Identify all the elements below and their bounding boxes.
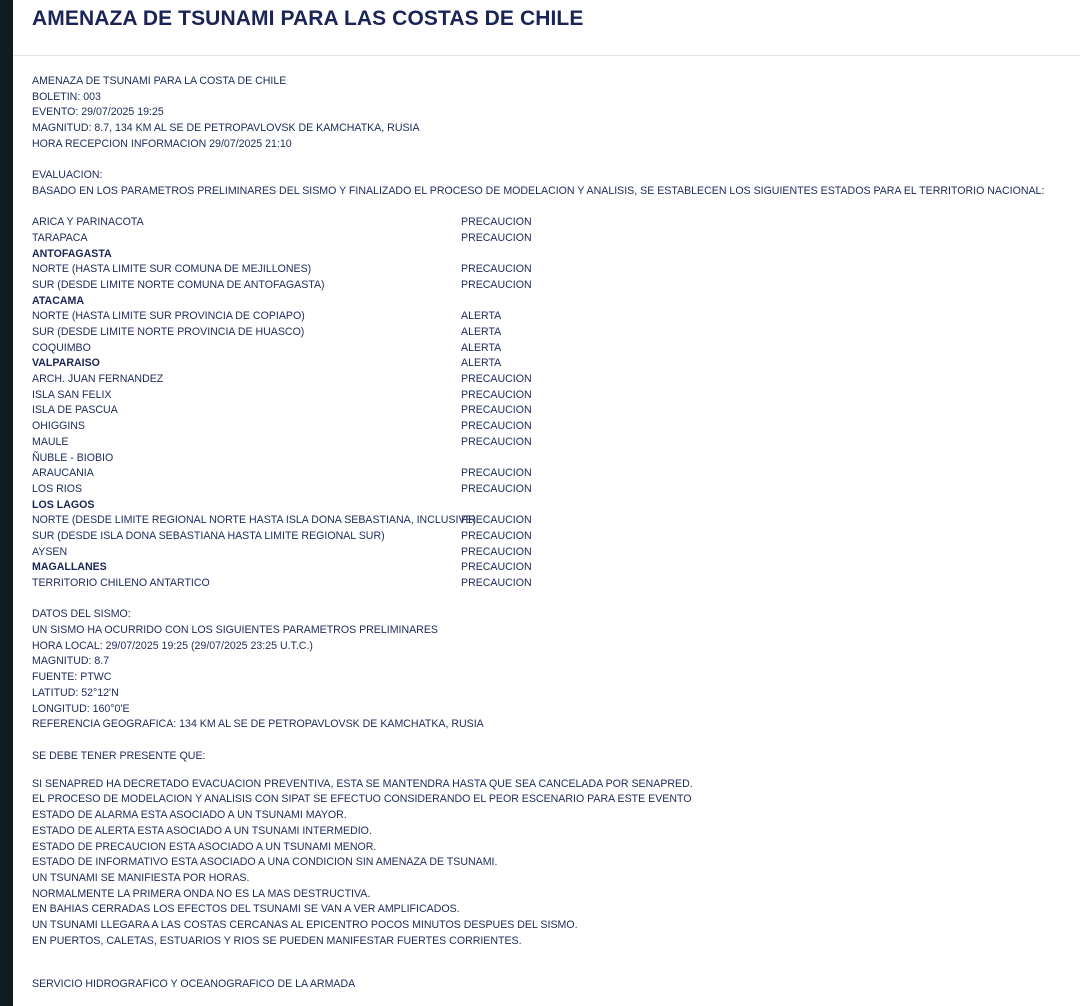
intro-line: HORA RECEPCION INFORMACION 29/07/2025 21:10 bbox=[32, 137, 292, 150]
notes-list bbox=[32, 777, 1072, 950]
region-status: PRECAUCION bbox=[461, 467, 532, 480]
note-line: NORMALMENTE LA PRIMERA ONDA NO ES LA MAS DESTRUCTIVA. bbox=[32, 887, 371, 900]
region-row bbox=[32, 247, 1072, 263]
bulletin-body bbox=[32, 74, 1072, 993]
region-name: VALPARAISO bbox=[32, 357, 100, 370]
region-status: ALERTA bbox=[461, 357, 502, 370]
evaluation-heading: EVALUACION: bbox=[32, 169, 103, 182]
region-name: ARICA Y PARINACOTA bbox=[32, 216, 144, 229]
note-line: ESTADO DE PRECAUCION ESTA ASOCIADO A UN TSUNAMI MENOR. bbox=[32, 840, 377, 853]
note-line: EN BAHIAS CERRADAS LOS EFECTOS DEL TSUNAMI SE VAN A VER AMPLIFICADOS. bbox=[32, 903, 460, 916]
region-status: PRECAUCION bbox=[461, 263, 532, 276]
region-name: SUR (DESDE ISLA DONA SEBASTIANA HASTA LIMITE REGIONAL SUR) bbox=[32, 529, 385, 542]
region-status: PRECAUCION bbox=[461, 404, 532, 417]
evaluation-text: BASADO EN LOS PARAMETROS PRELIMINARES DEL SISMO Y FINALIZADO EL PROCESO DE MODELACION Y ANALISIS, SE ESTABLECEN LOS SIGUIENTES ESTADOS PARA EL TERRITORIO NACIONAL: bbox=[32, 184, 1045, 197]
note-line: ESTADO DE ALERTA ESTA ASOCIADO A UN TSUNAMI INTERMEDIO. bbox=[32, 824, 372, 837]
region-status: PRECAUCION bbox=[461, 482, 532, 495]
region-row bbox=[32, 388, 1072, 404]
region-name: SUR (DESDE LIMITE NORTE PROVINCIA DE HUASCO) bbox=[32, 326, 305, 338]
region-status: PRECAUCION bbox=[461, 561, 532, 574]
region-row bbox=[32, 309, 1072, 325]
quake-data-line: REFERENCIA GEOGRAFICA: 134 KM AL SE DE PETROPAVLOVSK DE KAMCHATKA, RUSIA bbox=[32, 718, 484, 731]
region-status: ALERTA bbox=[461, 310, 502, 323]
region-status: PRECAUCION bbox=[461, 231, 532, 244]
region-status: PRECAUCION bbox=[461, 545, 532, 558]
region-row bbox=[32, 576, 1072, 592]
region-row bbox=[32, 294, 1072, 310]
region-status: PRECAUCION bbox=[461, 514, 532, 527]
region-name: AYSEN bbox=[32, 545, 68, 558]
region-row bbox=[32, 513, 1072, 529]
region-row bbox=[32, 545, 1072, 561]
region-row bbox=[32, 372, 1072, 388]
spacer bbox=[32, 200, 1072, 216]
regions-table bbox=[32, 215, 1072, 592]
spacer bbox=[32, 733, 1072, 749]
region-status: PRECAUCION bbox=[461, 577, 532, 589]
region-name: COQUIMBO bbox=[32, 341, 91, 354]
region-name: NORTE (HASTA LIMITE SUR PROVINCIA DE COPIAPO) bbox=[32, 310, 305, 323]
region-name: ÑUBLE - BIOBIO bbox=[32, 451, 114, 464]
quake-data-block bbox=[32, 607, 1072, 733]
notes-heading: SE DEBE TENER PRESENTE QUE: bbox=[32, 749, 206, 762]
intro-line: AMENAZA DE TSUNAMI PARA LA COSTA DE CHILE bbox=[32, 75, 287, 87]
note-line: ESTADO DE ALARMA ESTA ASOCIADO A UN TSUNAMI MAYOR. bbox=[32, 809, 347, 822]
spacer bbox=[32, 592, 1072, 608]
region-name: OHIGGINS bbox=[32, 420, 85, 433]
region-name: ISLA DE PASCUA bbox=[32, 404, 118, 417]
quake-data-line: LONGITUD: 160°0'E bbox=[32, 702, 130, 715]
region-status: PRECAUCION bbox=[461, 420, 532, 433]
spacer bbox=[32, 152, 1072, 168]
note-line: SI SENAPRED HA DECRETADO EVACUACION PREVENTIVA, ESTA SE MANTENDRA HASTA QUE SEA CANCELADA POR SENAPRED. bbox=[32, 777, 693, 790]
quake-data-line: LATITUD: 52°12'N bbox=[32, 686, 119, 699]
region-name: NORTE (HASTA LIMITE SUR COMUNA DE MEJILLONES) bbox=[32, 263, 312, 276]
region-row bbox=[32, 403, 1072, 419]
region-row bbox=[32, 435, 1072, 451]
region-name: MAULE bbox=[32, 435, 69, 448]
region-name: ANTOFAGASTA bbox=[32, 247, 112, 260]
region-row bbox=[32, 560, 1072, 576]
region-status: PRECAUCION bbox=[461, 278, 532, 291]
spacer bbox=[32, 764, 1072, 777]
intro-line: EVENTO: 29/07/2025 19:25 bbox=[32, 106, 164, 119]
quake-data-line: UN SISMO HA OCURRIDO CON LOS SIGUIENTES PARAMETROS PRELIMINARES bbox=[32, 624, 438, 637]
region-row bbox=[32, 419, 1072, 435]
page-title: AMENAZA DE TSUNAMI PARA LAS COSTAS DE CHILE bbox=[32, 7, 584, 30]
region-name: SUR (DESDE LIMITE NORTE COMUNA DE ANTOFAGASTA) bbox=[32, 278, 325, 291]
region-name: LOS LAGOS bbox=[32, 498, 95, 511]
region-status: PRECAUCION bbox=[461, 388, 532, 401]
region-status: PRECAUCION bbox=[461, 435, 532, 448]
region-row bbox=[32, 529, 1072, 545]
region-row bbox=[32, 356, 1072, 372]
region-row bbox=[32, 215, 1072, 231]
note-line: EL PROCESO DE MODELACION Y ANALISIS CON SIPAT SE EFECTUO CONSIDERANDO EL PEOR ESCENARIO PARA ESTE EVENTO bbox=[32, 793, 692, 806]
region-name: NORTE (DESDE LIMITE REGIONAL NORTE HASTA ISLA DONA SEBASTIANA, INCLUSIVE) bbox=[32, 514, 477, 527]
region-name: TERRITORIO CHILENO ANTARTICO bbox=[32, 577, 210, 589]
region-name: LOS RIOS bbox=[32, 482, 83, 495]
region-name: ISLA SAN FELIX bbox=[32, 388, 112, 401]
region-row bbox=[32, 466, 1072, 482]
region-status: PRECAUCION bbox=[461, 216, 532, 229]
quake-data-line: FUENTE: PTWC bbox=[32, 671, 112, 684]
region-name: MAGALLANES bbox=[32, 561, 107, 574]
region-name: TARAPACA bbox=[32, 231, 88, 244]
evaluation-block bbox=[32, 168, 1072, 199]
note-line: UN TSUNAMI SE MANIFIESTA POR HORAS. bbox=[32, 871, 250, 884]
region-status: ALERTA bbox=[461, 326, 502, 338]
note-line: UN TSUNAMI LLEGARA A LAS COSTAS CERCANAS AL EPICENTRO POCOS MINUTOS DESPUES DEL SISMO. bbox=[32, 918, 578, 931]
region-row bbox=[32, 278, 1072, 294]
quake-data-line: MAGNITUD: 8.7 bbox=[32, 655, 110, 668]
signature: SERVICIO HIDROGRAFICO Y OCEANOGRAFICO DE LA ARMADA bbox=[32, 978, 356, 991]
region-row bbox=[32, 341, 1072, 357]
region-status: ALERTA bbox=[461, 341, 502, 354]
region-name: ARCH. JUAN FERNANDEZ bbox=[32, 373, 164, 386]
left-edge-bar bbox=[0, 0, 13, 1006]
page-header bbox=[13, 0, 1080, 56]
region-row bbox=[32, 451, 1072, 467]
region-name: ARAUCANIA bbox=[32, 467, 94, 480]
region-status: PRECAUCION bbox=[461, 373, 532, 386]
spacer bbox=[32, 949, 1072, 977]
region-name: ATACAMA bbox=[32, 294, 84, 307]
quake-data-heading: DATOS DEL SISMO: bbox=[32, 608, 131, 621]
region-row bbox=[32, 325, 1072, 341]
intro-line: MAGNITUD: 8.7, 134 KM AL SE DE PETROPAVLOVSK DE KAMCHATKA, RUSIA bbox=[32, 122, 420, 135]
intro-line: BOLETIN: 003 bbox=[32, 90, 101, 103]
region-row bbox=[32, 262, 1072, 278]
region-status: PRECAUCION bbox=[461, 529, 532, 542]
note-line: ESTADO DE INFORMATIVO ESTA ASOCIADO A UNA CONDICION SIN AMENAZA DE TSUNAMI. bbox=[32, 856, 498, 869]
region-row bbox=[32, 231, 1072, 247]
quake-data-line: HORA LOCAL: 29/07/2025 19:25 (29/07/2025 23:25 U.T.C.) bbox=[32, 639, 313, 652]
intro-block bbox=[32, 74, 1072, 152]
note-line: EN PUERTOS, CALETAS, ESTUARIOS Y RIOS SE PUEDEN MANIFESTAR FUERTES CORRIENTES. bbox=[32, 934, 522, 947]
region-row bbox=[32, 482, 1072, 498]
region-row bbox=[32, 498, 1072, 514]
